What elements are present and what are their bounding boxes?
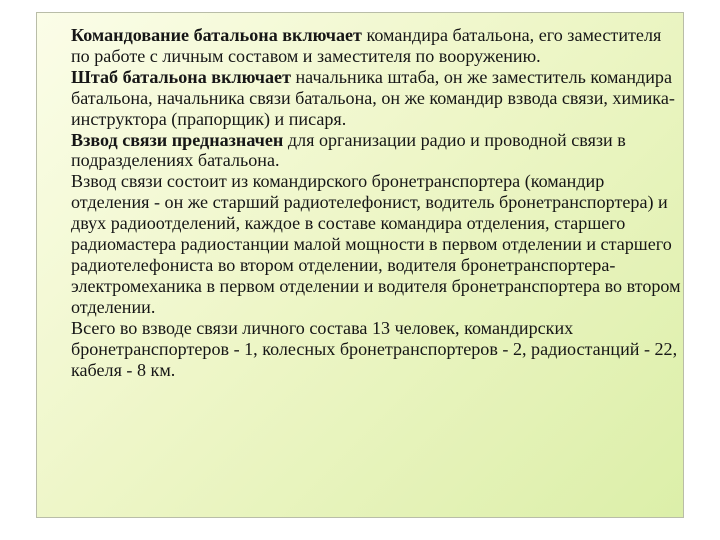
paragraph-text: командира батальона, его заместителя по работе с личным составом и заместителя по вооружению. <box>71 25 662 66</box>
paragraph-signal-platoon-composition <box>71 171 683 317</box>
paragraph-text: Всего во взводе связи личного состава 13 человек, командирских бронетранспортеров - 1, колесных бронетранспортеров - 2, радиостанций - 22, кабеля - 8 км. <box>71 317 678 380</box>
paragraph-lead: Командование батальона включает <box>71 25 362 45</box>
paragraph-lead: Штаб батальона включает <box>71 66 291 87</box>
paragraph-text: для организации радио и проводной связи в подразделениях батальона. <box>71 129 626 171</box>
paragraph-battalion-command <box>71 25 683 67</box>
paragraph-text: начальника штаба, он же заместитель командира батальона, начальника связи батальона, он же командир взвода связи, химика-инструктора (прапорщик) и писаря. <box>71 66 675 129</box>
paragraph-battalion-staff <box>71 67 683 130</box>
slide-frame <box>36 12 684 518</box>
paragraph-lead: Взвод связи предназначен <box>71 129 284 150</box>
paragraph-text: Взвод связи состоит из командирского бронетранспортера (командир отделения - он же старший радиотелефонист, водитель бронетранспортера) и двух радиоотделений, каждое в составе командира отделения, старшего радиомастера радиостанции малой мощности в первом отделении и старшего радиотелефониста во втором отделении, водителя бронетранспортера-электромеханика в первом отделении и водителя бронетранспортера во втором отделении. <box>71 171 681 317</box>
paragraph-signal-platoon-purpose <box>71 130 683 172</box>
slide-text-body <box>71 25 683 380</box>
paragraph-signal-platoon-totals <box>71 318 683 381</box>
